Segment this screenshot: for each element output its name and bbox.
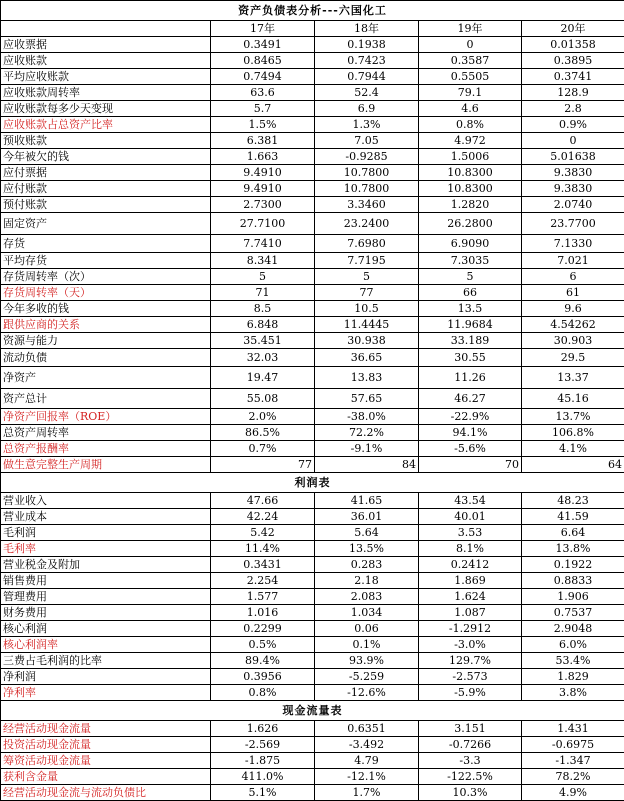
value-cell: 29.5 <box>522 349 624 367</box>
value-cell: 13.5% <box>315 541 419 557</box>
value-cell: 7.6980 <box>315 235 419 253</box>
row-label: 资产总计 <box>1 389 211 409</box>
value-cell: 1.624 <box>419 589 522 605</box>
value-cell: -9.1% <box>315 441 419 457</box>
row-label: 经营活动现金流与流动负债比 <box>1 785 211 801</box>
value-cell: 10.5 <box>315 301 419 317</box>
cycle-row <box>1 457 624 473</box>
table-row <box>1 769 624 785</box>
table-row <box>1 149 624 165</box>
value-cell: 5.1% <box>211 785 315 801</box>
row-label: 应付账款 <box>1 181 211 197</box>
value-cell: 8.341 <box>211 253 315 269</box>
table-row <box>1 557 624 573</box>
row-label: 营业收入 <box>1 493 211 509</box>
value-cell: 13.7% <box>522 409 624 425</box>
value-cell: 2.083 <box>315 589 419 605</box>
table-row <box>1 253 624 269</box>
row-label: 净利润 <box>1 669 211 685</box>
value-cell: 32.03 <box>211 349 315 367</box>
value-cell: 1.7% <box>315 785 419 801</box>
table-row <box>1 37 624 53</box>
value-cell: 5.64 <box>315 525 419 541</box>
row-label: 核心利润率 <box>1 637 211 653</box>
value-cell: 0.9% <box>522 117 624 133</box>
value-cell: 411.0% <box>211 769 315 785</box>
value-cell: 40.01 <box>419 509 522 525</box>
value-cell: 78.2% <box>522 769 624 785</box>
value-cell: 0.8% <box>419 117 522 133</box>
cashflow-statement-title: 现金流量表 <box>1 701 624 721</box>
table-row <box>1 165 624 181</box>
table-row <box>1 389 624 409</box>
value-cell: 11.4% <box>211 541 315 557</box>
value-cell: 5 <box>315 269 419 285</box>
value-cell: 35.451 <box>211 333 315 349</box>
value-cell: 71 <box>211 285 315 301</box>
table-row <box>1 621 624 637</box>
value-cell: 1.2820 <box>419 197 522 213</box>
value-cell: 7.1330 <box>522 235 624 253</box>
value-cell: 1.663 <box>211 149 315 165</box>
value-cell: 36.01 <box>315 509 419 525</box>
value-cell: 57.65 <box>315 389 419 409</box>
value-cell: 0.3431 <box>211 557 315 573</box>
balance-sheet-title-row <box>1 1 624 21</box>
table-row <box>1 573 624 589</box>
value-cell: 64 <box>522 457 624 473</box>
value-cell: 0.3491 <box>211 37 315 53</box>
value-cell: 4.972 <box>419 133 522 149</box>
value-cell: 0.1% <box>315 637 419 653</box>
table-row <box>1 525 624 541</box>
value-cell: 128.9 <box>522 85 624 101</box>
year-header-row <box>1 21 624 37</box>
value-cell: 6.381 <box>211 133 315 149</box>
value-cell: 36.65 <box>315 349 419 367</box>
row-label: 资源与能力 <box>1 333 211 349</box>
value-cell: 4.9% <box>522 785 624 801</box>
value-cell: -2.573 <box>419 669 522 685</box>
value-cell: 5.42 <box>211 525 315 541</box>
value-cell: 6.9090 <box>419 235 522 253</box>
value-cell: -1.2912 <box>419 621 522 637</box>
cashflow-statement-title-row <box>1 701 624 721</box>
value-cell: 1.626 <box>211 721 315 737</box>
value-cell: 1.829 <box>522 669 624 685</box>
value-cell: 0.3741 <box>522 69 624 85</box>
table-row <box>1 493 624 509</box>
value-cell: 10.8300 <box>419 181 522 197</box>
value-cell: 1.087 <box>419 605 522 621</box>
value-cell: 0.7% <box>211 441 315 457</box>
value-cell: 48.23 <box>522 493 624 509</box>
value-cell: 79.1 <box>419 85 522 101</box>
table-row <box>1 721 624 737</box>
value-cell: 2.18 <box>315 573 419 589</box>
value-cell: 3.151 <box>419 721 522 737</box>
value-cell: -22.9% <box>419 409 522 425</box>
value-cell: 5.01638 <box>522 149 624 165</box>
value-cell: 41.59 <box>522 509 624 525</box>
value-cell: 7.05 <box>315 133 419 149</box>
table-row <box>1 409 624 425</box>
value-cell: 23.7700 <box>522 213 624 235</box>
table-row <box>1 269 624 285</box>
value-cell: 52.4 <box>315 85 419 101</box>
value-cell: 6.0% <box>522 637 624 653</box>
year-header-cell: 17年 <box>211 21 315 37</box>
value-cell: 2.0% <box>211 409 315 425</box>
value-cell: 2.254 <box>211 573 315 589</box>
value-cell: 0.3895 <box>522 53 624 69</box>
value-cell: 1.5% <box>211 117 315 133</box>
table-row <box>1 53 624 69</box>
value-cell: 3.53 <box>419 525 522 541</box>
table-row <box>1 181 624 197</box>
value-cell: -0.7266 <box>419 737 522 753</box>
value-cell: 5.7 <box>211 101 315 117</box>
value-cell: 11.9684 <box>419 317 522 333</box>
value-cell: 77 <box>211 457 315 473</box>
value-cell: 47.66 <box>211 493 315 509</box>
value-cell: 5 <box>419 269 522 285</box>
row-label: 毛利润 <box>1 525 211 541</box>
row-label: 平均存货 <box>1 253 211 269</box>
value-cell: -5.259 <box>315 669 419 685</box>
table-row <box>1 669 624 685</box>
value-cell: 0.8833 <box>522 573 624 589</box>
row-label: 投资活动现金流量 <box>1 737 211 753</box>
value-cell: 11.26 <box>419 367 522 389</box>
value-cell: 0.06 <box>315 621 419 637</box>
value-cell: 13.5 <box>419 301 522 317</box>
table-row <box>1 301 624 317</box>
row-label: 营业成本 <box>1 509 211 525</box>
value-cell: 30.938 <box>315 333 419 349</box>
table-row <box>1 541 624 557</box>
table-row <box>1 653 624 669</box>
value-cell: 9.4910 <box>211 181 315 197</box>
table-row <box>1 349 624 367</box>
row-label: 预收账款 <box>1 133 211 149</box>
row-label: 今年被欠的钱 <box>1 149 211 165</box>
value-cell: 4.1% <box>522 441 624 457</box>
value-cell: -0.9285 <box>315 149 419 165</box>
value-cell: 46.27 <box>419 389 522 409</box>
value-cell: 84 <box>315 457 419 473</box>
value-cell: 1.577 <box>211 589 315 605</box>
income-statement-title: 利润表 <box>1 473 624 493</box>
row-label: 总资产报酬率 <box>1 441 211 457</box>
value-cell: 72.2% <box>315 425 419 441</box>
row-label: 应收账款 <box>1 53 211 69</box>
value-cell: 13.37 <box>522 367 624 389</box>
value-cell: 10.3% <box>419 785 522 801</box>
value-cell: 106.8% <box>522 425 624 441</box>
table-row <box>1 285 624 301</box>
value-cell: 1.431 <box>522 721 624 737</box>
row-label: 净利率 <box>1 685 211 701</box>
value-cell: 5 <box>211 269 315 285</box>
table-row <box>1 367 624 389</box>
value-cell: 0.1938 <box>315 37 419 53</box>
value-cell: 1.906 <box>522 589 624 605</box>
value-cell: 2.7300 <box>211 197 315 213</box>
value-cell: 7.3035 <box>419 253 522 269</box>
value-cell: 66 <box>419 285 522 301</box>
value-cell: -38.0% <box>315 409 419 425</box>
value-cell: 6.64 <box>522 525 624 541</box>
table-row <box>1 213 624 235</box>
value-cell: 61 <box>522 285 624 301</box>
value-cell: 0.283 <box>315 557 419 573</box>
value-cell: 19.47 <box>211 367 315 389</box>
table-row <box>1 333 624 349</box>
table-row <box>1 235 624 253</box>
row-label: 平均应收账款 <box>1 69 211 85</box>
value-cell: -0.6975 <box>522 737 624 753</box>
value-cell: -3.492 <box>315 737 419 753</box>
value-cell: 0.01358 <box>522 37 624 53</box>
table-row <box>1 117 624 133</box>
value-cell: 1.869 <box>419 573 522 589</box>
year-header-cell: 19年 <box>419 21 522 37</box>
value-cell: 0.8% <box>211 685 315 701</box>
row-label: 存货 <box>1 235 211 253</box>
value-cell: 26.2800 <box>419 213 522 235</box>
row-label: 存货周转率（天） <box>1 285 211 301</box>
value-cell: 0.3956 <box>211 669 315 685</box>
row-label: 应收票据 <box>1 37 211 53</box>
value-cell: 10.7800 <box>315 181 419 197</box>
value-cell: 63.6 <box>211 85 315 101</box>
value-cell: -5.9% <box>419 685 522 701</box>
value-cell: 86.5% <box>211 425 315 441</box>
value-cell: 0.5% <box>211 637 315 653</box>
value-cell: 7.021 <box>522 253 624 269</box>
table-row <box>1 605 624 621</box>
value-cell: 30.55 <box>419 349 522 367</box>
value-cell: -122.5% <box>419 769 522 785</box>
value-cell: 9.3830 <box>522 181 624 197</box>
table-row <box>1 441 624 457</box>
row-label: 跟供应商的关系 <box>1 317 211 333</box>
value-cell: 42.24 <box>211 509 315 525</box>
value-cell: 3.8% <box>522 685 624 701</box>
value-cell: 10.7800 <box>315 165 419 181</box>
row-label: 筹资活动现金流量 <box>1 753 211 769</box>
value-cell: -2.569 <box>211 737 315 753</box>
row-label: 总资产周转率 <box>1 425 211 441</box>
value-cell: 0.7423 <box>315 53 419 69</box>
value-cell: 89.4% <box>211 653 315 669</box>
value-cell: 93.9% <box>315 653 419 669</box>
value-cell: 0.2412 <box>419 557 522 573</box>
row-label: 应收账款周转率 <box>1 85 211 101</box>
table-row <box>1 637 624 653</box>
table-row <box>1 101 624 117</box>
table-row <box>1 685 624 701</box>
table-row <box>1 589 624 605</box>
value-cell: -3.3 <box>419 753 522 769</box>
value-cell: 55.08 <box>211 389 315 409</box>
value-cell: 94.1% <box>419 425 522 441</box>
row-label: 核心利润 <box>1 621 211 637</box>
value-cell: -1.347 <box>522 753 624 769</box>
value-cell: -5.6% <box>419 441 522 457</box>
row-label: 毛利率 <box>1 541 211 557</box>
value-cell: 43.54 <box>419 493 522 509</box>
row-label: 三费占毛利润的比率 <box>1 653 211 669</box>
year-header-cell: 18年 <box>315 21 419 37</box>
row-label: 营业税金及附加 <box>1 557 211 573</box>
value-cell: 6.9 <box>315 101 419 117</box>
value-cell: 0.7944 <box>315 69 419 85</box>
value-cell: 0.7494 <box>211 69 315 85</box>
value-cell: 6 <box>522 269 624 285</box>
table-row <box>1 317 624 333</box>
value-cell: 1.3% <box>315 117 419 133</box>
value-cell: 0 <box>419 37 522 53</box>
row-label: 应付票据 <box>1 165 211 181</box>
value-cell: 0.3587 <box>419 53 522 69</box>
value-cell: 0.8465 <box>211 53 315 69</box>
value-cell: 0.2299 <box>211 621 315 637</box>
income-statement-title-row <box>1 473 624 493</box>
value-cell: -12.6% <box>315 685 419 701</box>
value-cell: 30.903 <box>522 333 624 349</box>
row-label: 销售费用 <box>1 573 211 589</box>
value-cell: 11.4445 <box>315 317 419 333</box>
value-cell: 2.8 <box>522 101 624 117</box>
value-cell: -12.1% <box>315 769 419 785</box>
balance-sheet-title: 资产负债表分析---六国化工 <box>1 1 624 21</box>
value-cell: 9.3830 <box>522 165 624 181</box>
value-cell: 9.6 <box>522 301 624 317</box>
value-cell: 7.7195 <box>315 253 419 269</box>
row-label: 应收账款每多少天变现 <box>1 101 211 117</box>
value-cell: 10.8300 <box>419 165 522 181</box>
value-cell: 4.79 <box>315 753 419 769</box>
table-row <box>1 425 624 441</box>
header-blank-cell <box>1 21 211 37</box>
value-cell: 13.8% <box>522 541 624 557</box>
table-row <box>1 509 624 525</box>
row-label: 应收账款占总资产比率 <box>1 117 211 133</box>
value-cell: 3.3460 <box>315 197 419 213</box>
value-cell: 8.1% <box>419 541 522 557</box>
value-cell: 45.16 <box>522 389 624 409</box>
row-label: 做生意完整生产周期 <box>1 457 211 473</box>
row-label: 固定资产 <box>1 213 211 235</box>
row-label: 流动负债 <box>1 349 211 367</box>
row-label: 预付账款 <box>1 197 211 213</box>
row-label: 净资产回报率（ROE） <box>1 409 211 425</box>
table-row <box>1 737 624 753</box>
row-label: 今年多收的钱 <box>1 301 211 317</box>
value-cell: 2.0740 <box>522 197 624 213</box>
value-cell: 1.5006 <box>419 149 522 165</box>
value-cell: 4.6 <box>419 101 522 117</box>
value-cell: 2.9048 <box>522 621 624 637</box>
row-label: 经营活动现金流量 <box>1 721 211 737</box>
value-cell: 0 <box>522 133 624 149</box>
value-cell: 0.7537 <box>522 605 624 621</box>
value-cell: 0.6351 <box>315 721 419 737</box>
value-cell: 4.54262 <box>522 317 624 333</box>
value-cell: 27.7100 <box>211 213 315 235</box>
value-cell: 23.2400 <box>315 213 419 235</box>
table-row <box>1 753 624 769</box>
value-cell: 0.5505 <box>419 69 522 85</box>
value-cell: 8.5 <box>211 301 315 317</box>
value-cell: 41.65 <box>315 493 419 509</box>
row-label: 获利含金量 <box>1 769 211 785</box>
value-cell: 70 <box>419 457 522 473</box>
value-cell: 9.4910 <box>211 165 315 181</box>
value-cell: 6.848 <box>211 317 315 333</box>
table-row <box>1 85 624 101</box>
row-label: 财务费用 <box>1 605 211 621</box>
value-cell: 129.7% <box>419 653 522 669</box>
value-cell: 1.034 <box>315 605 419 621</box>
table-row <box>1 197 624 213</box>
value-cell: 77 <box>315 285 419 301</box>
value-cell: 53.4% <box>522 653 624 669</box>
table-row <box>1 785 624 801</box>
value-cell: 33.189 <box>419 333 522 349</box>
value-cell: -1.875 <box>211 753 315 769</box>
value-cell: 1.016 <box>211 605 315 621</box>
table-row <box>1 69 624 85</box>
row-label: 净资产 <box>1 367 211 389</box>
value-cell: -3.0% <box>419 637 522 653</box>
value-cell: 7.7410 <box>211 235 315 253</box>
value-cell: 13.83 <box>315 367 419 389</box>
row-label: 存货周转率（次） <box>1 269 211 285</box>
value-cell: 0.1922 <box>522 557 624 573</box>
year-header-cell: 20年 <box>522 21 624 37</box>
table-row <box>1 133 624 149</box>
row-label: 管理费用 <box>1 589 211 605</box>
